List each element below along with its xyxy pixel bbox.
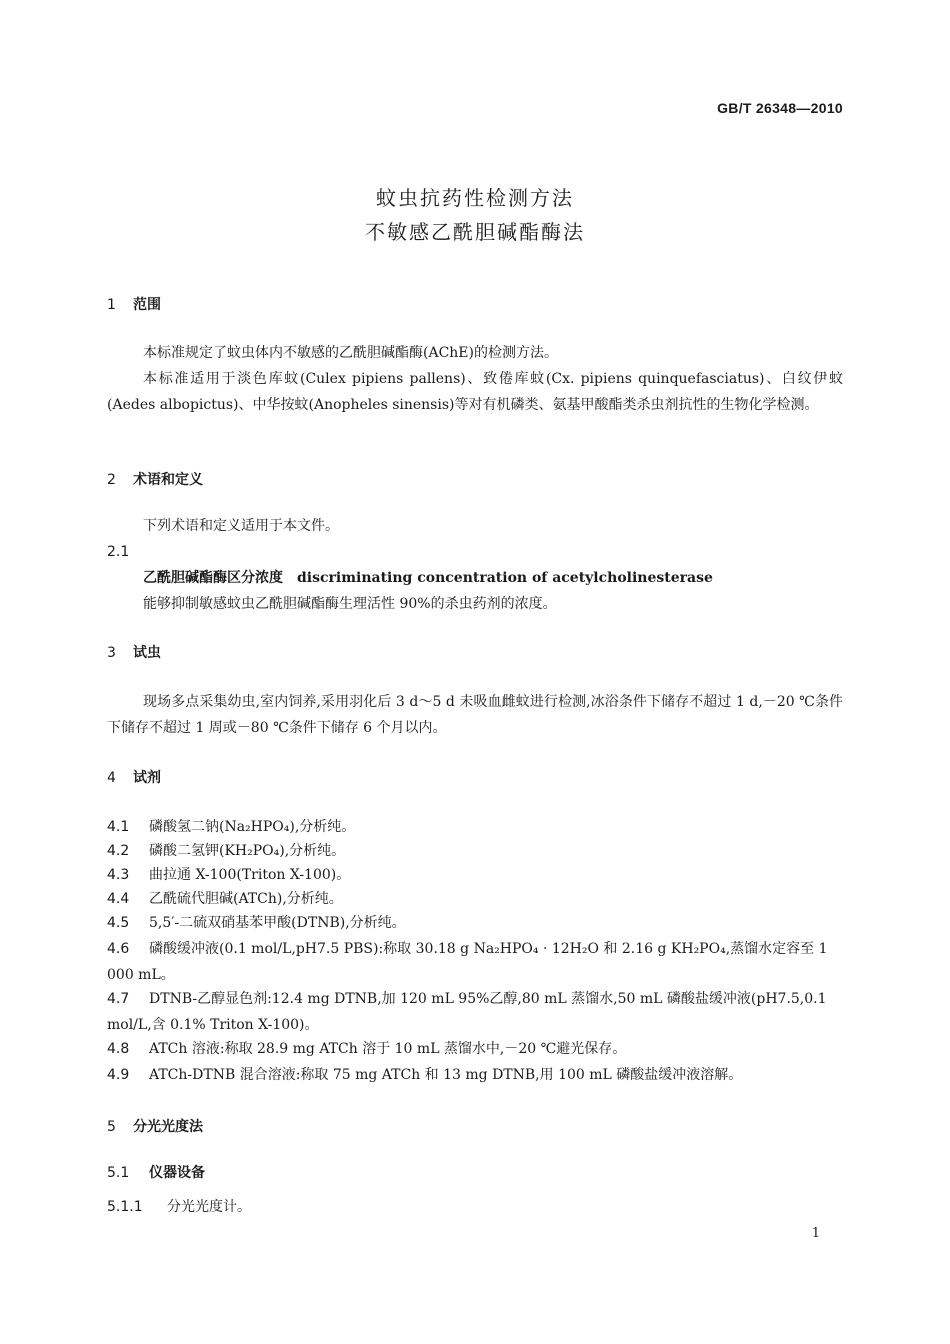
- section-number: 3: [107, 645, 116, 661]
- item-text: 曲拉通 X-100(Triton X-100)。: [149, 867, 351, 883]
- section-title: 范围: [133, 297, 161, 313]
- section-2-heading: [107, 469, 203, 489]
- section-title: 试剂: [133, 770, 161, 786]
- reagent-item: [107, 936, 843, 988]
- section-number: 5: [107, 1119, 116, 1135]
- section-2-paragraph-1: 下列术语和定义适用于本文件。: [143, 518, 339, 534]
- item-text: ATCh 溶液:称取 28.9 mg ATCh 溶于 10 mL 蒸馏水中,－20 ℃避光保存。: [149, 1041, 627, 1057]
- item-number: 4.4: [107, 891, 130, 907]
- item-text: 磷酸二氢钾(KH₂PO₄),分析纯。: [149, 843, 346, 859]
- reagent-item: [107, 986, 843, 1038]
- reagent-item: [107, 862, 843, 888]
- section-3-paragraph-1: 现场多点采集幼虫,室内饲养,采用羽化后 3 d～5 d 未吸血雌蚊进行检测,冰浴条件下储存不超过 1 d,－20 ℃条件下储存不超过 1 周或－80 ℃条件下储存 6 个月以内。: [107, 694, 843, 736]
- reagent-item: [107, 814, 843, 840]
- term-definition: 能够抑制敏感蚊虫乙酰胆碱酯酶生理活性 90%的杀虫药剂的浓度。: [143, 596, 557, 612]
- item-text: 磷酸氢二钠(Na₂HPO₄),分析纯。: [149, 819, 356, 835]
- item-number: 4.1: [107, 819, 130, 835]
- item-text: 磷酸缓冲液(0.1 mol/L,pH7.5 PBS):称取 30.18 g Na₂HPO₄ · 12H₂O 和 2.16 g KH₂PO₄,蒸馏水定容至 1 000 mL。: [107, 941, 828, 983]
- term-chinese: 乙酰胆碱酯酶区分浓度: [143, 570, 283, 586]
- item-number: 4.8: [107, 1041, 130, 1057]
- subsection-number: 2.1: [107, 544, 130, 560]
- term-entry: [143, 567, 713, 587]
- term-english: discriminating concentration of acetylcholinesterase: [297, 570, 713, 586]
- item-text: 乙酰硫代胆碱(ATCh),分析纯。: [149, 891, 343, 907]
- section-number: 1: [107, 297, 116, 313]
- page-number: 1: [811, 1226, 820, 1241]
- reagent-item: [107, 910, 843, 936]
- item-number: 5.1.1: [107, 1199, 143, 1215]
- subsection-number: 5.1: [107, 1165, 130, 1181]
- subsection-2-1-number: [107, 539, 843, 565]
- section-number: 4: [107, 770, 116, 786]
- section-number: 2: [107, 472, 116, 488]
- reagent-item: [107, 1036, 843, 1062]
- item-number: 4.5: [107, 915, 130, 931]
- item-number: 4.3: [107, 867, 130, 883]
- subsection-5-1-heading: [107, 1162, 205, 1182]
- section-3-heading: [107, 642, 161, 662]
- section-title: 试虫: [133, 645, 161, 661]
- section-4-heading: [107, 767, 161, 787]
- reagent-item: [107, 886, 843, 912]
- section-1-paragraph-2: 本标准适用于淡色库蚊(Culex pipiens pallens)、致倦库蚊(Cx. pipiens quinquefasciatus)、白纹伊蚊(Aedes albopictus)、中华按蚊(Anopheles sinensis)等对有机磷类、氨基甲酸酯类杀虫剂抗性的生物化学检测。: [107, 371, 843, 413]
- item-text: DTNB-乙醇显色剂:12.4 mg DTNB,加 120 mL 95%乙醇,80 mL 蒸馏水,50 mL 磷酸盐缓冲液(pH7.5,0.1 mol/L,含 0.1% Triton X-100)。: [107, 991, 827, 1033]
- section-5-heading: [107, 1116, 203, 1136]
- subsection-5-1-1: [107, 1194, 843, 1220]
- item-number: 4.6: [107, 941, 130, 957]
- section-title: 分光光度法: [133, 1119, 203, 1135]
- reagent-item: [107, 838, 843, 864]
- section-1-paragraph-1: 本标准规定了蚊虫体内不敏感的乙酰胆碱酯酶(AChE)的检测方法。: [143, 345, 558, 361]
- document-title-line2: 不敏感乙酰胆碱酯酶法: [365, 220, 585, 244]
- item-text: 分光光度计。: [167, 1199, 251, 1215]
- document-title-line1: 蚊虫抗药性检测方法: [376, 186, 574, 210]
- item-text: ATCh-DTNB 混合溶液:称取 75 mg ATCh 和 13 mg DTNB,用 100 mL 磷酸盐缓冲液溶解。: [149, 1067, 743, 1083]
- item-number: 4.9: [107, 1067, 130, 1083]
- subsection-title: 仪器设备: [149, 1165, 205, 1181]
- item-text: 5,5′-二硫双硝基苯甲酸(DTNB),分析纯。: [149, 915, 406, 931]
- item-number: 4.2: [107, 843, 130, 859]
- section-1-heading: [107, 294, 161, 314]
- item-number: 4.7: [107, 991, 130, 1007]
- standard-number: GB/T 26348—2010: [717, 100, 843, 116]
- section-title: 术语和定义: [133, 472, 203, 488]
- reagent-item: [107, 1062, 843, 1088]
